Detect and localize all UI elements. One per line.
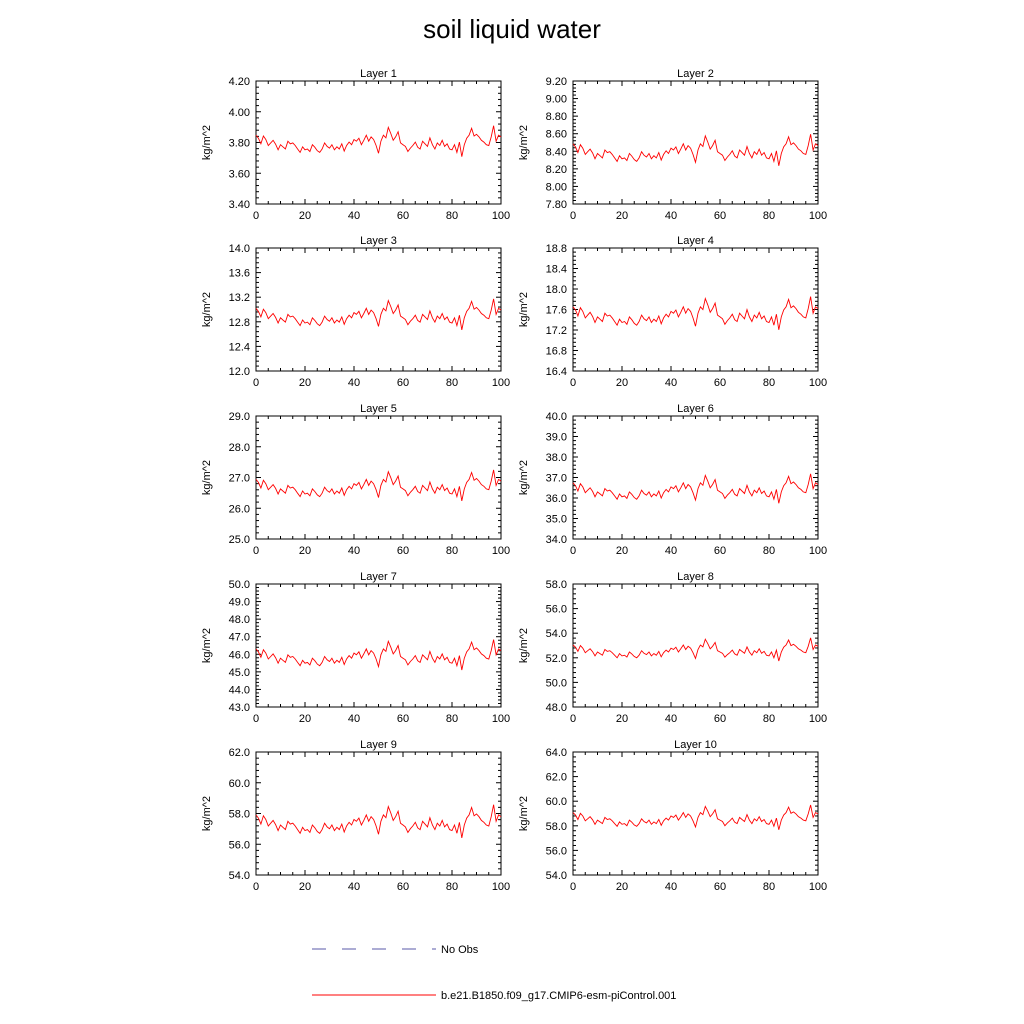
series-line — [573, 134, 818, 166]
x-tick-label: 100 — [808, 881, 828, 893]
x-tick-label: 0 — [569, 210, 577, 222]
x-tick-label: 60 — [396, 545, 410, 557]
plot-frame — [573, 248, 818, 371]
x-tick-label: 0 — [252, 545, 260, 557]
panel-layer-2 — [518, 68, 827, 222]
x-tick-label: 0 — [569, 881, 577, 893]
x-tick-label: 40 — [347, 881, 361, 893]
figure-title: soil liquid water — [423, 14, 601, 44]
y-axis-label: kg/m^2 — [201, 291, 213, 328]
panel-title: Layer 10 — [674, 739, 717, 751]
x-tick-label: 20 — [615, 210, 629, 222]
x-tick-label: 20 — [298, 545, 312, 557]
y-tick-label: 8.00 — [545, 181, 567, 194]
y-tick-label: 56.0 — [545, 603, 567, 616]
y-tick-label: 8.80 — [545, 111, 567, 124]
x-tick-label: 80 — [445, 545, 459, 557]
panel-title: Layer 7 — [360, 571, 397, 583]
y-tick-label: 50.0 — [228, 579, 250, 591]
y-tick-label: 9.00 — [545, 93, 567, 106]
y-tick-label: 13.6 — [228, 267, 250, 280]
y-tick-label: 3.80 — [228, 137, 250, 150]
panel-title: Layer 1 — [360, 68, 397, 80]
series-line — [573, 805, 818, 830]
y-tick-label: 45.0 — [228, 666, 250, 679]
plot-frame — [573, 81, 818, 204]
x-tick-label: 0 — [569, 713, 577, 725]
x-tick-label: 60 — [396, 377, 410, 389]
x-tick-label: 0 — [569, 545, 577, 557]
x-tick-label: 100 — [808, 545, 828, 557]
plot-frame — [573, 584, 818, 707]
x-tick-label: 40 — [347, 377, 361, 389]
x-tick-label: 100 — [491, 881, 511, 893]
y-tick-label: 14.0 — [228, 243, 250, 255]
x-tick-label: 100 — [491, 713, 511, 725]
y-axis-label: kg/m^2 — [518, 627, 530, 664]
y-tick-label: 26.0 — [228, 503, 250, 516]
y-tick-label: 62.0 — [228, 747, 250, 759]
y-tick-label: 17.6 — [545, 304, 567, 317]
y-tick-label: 34.0 — [545, 534, 567, 546]
x-tick-label: 40 — [664, 545, 678, 557]
x-tick-label: 80 — [762, 210, 776, 222]
y-tick-label: 13.2 — [228, 292, 250, 305]
panel-layer-4 — [518, 235, 827, 389]
y-tick-label: 7.80 — [545, 199, 567, 211]
y-tick-label: 18.8 — [545, 243, 567, 255]
x-tick-label: 60 — [713, 210, 727, 222]
x-tick-label: 20 — [615, 545, 629, 557]
y-tick-label: 54.0 — [545, 870, 567, 882]
y-tick-label: 50.0 — [545, 677, 567, 690]
panel-title: Layer 5 — [360, 403, 397, 415]
y-tick-label: 8.20 — [545, 163, 567, 176]
y-tick-label: 28.0 — [228, 441, 250, 454]
x-tick-label: 100 — [491, 210, 511, 222]
x-tick-label: 60 — [396, 713, 410, 725]
x-tick-label: 80 — [762, 377, 776, 389]
y-tick-label: 48.0 — [228, 614, 250, 627]
x-tick-label: 60 — [396, 210, 410, 222]
x-tick-label: 80 — [762, 881, 776, 893]
y-tick-label: 3.40 — [228, 199, 250, 211]
x-tick-label: 80 — [445, 881, 459, 893]
y-axis-label: kg/m^2 — [518, 124, 530, 161]
y-tick-label: 16.4 — [545, 366, 567, 378]
x-tick-label: 20 — [298, 210, 312, 222]
y-tick-label: 60.0 — [545, 796, 567, 809]
y-tick-label: 64.0 — [545, 747, 567, 759]
panel-title: Layer 4 — [677, 235, 714, 247]
x-tick-label: 100 — [808, 377, 828, 389]
x-tick-label: 40 — [347, 545, 361, 557]
panel-layer-9 — [201, 739, 510, 893]
plot-frame — [256, 416, 501, 539]
y-axis-label: kg/m^2 — [201, 124, 213, 161]
x-tick-label: 100 — [491, 377, 511, 389]
y-tick-label: 8.40 — [545, 146, 567, 159]
plot-frame — [573, 416, 818, 539]
y-tick-label: 12.8 — [228, 316, 250, 329]
panel-title: Layer 2 — [677, 68, 714, 80]
y-tick-label: 58.0 — [545, 579, 567, 591]
x-tick-label: 60 — [713, 545, 727, 557]
panel-layer-1 — [201, 68, 510, 222]
y-tick-label: 8.60 — [545, 128, 567, 141]
y-tick-label: 18.4 — [545, 263, 567, 276]
panel-layer-10 — [518, 739, 827, 893]
plot-frame — [256, 752, 501, 875]
y-tick-label: 60.0 — [228, 777, 250, 790]
x-tick-label: 60 — [713, 377, 727, 389]
x-tick-label: 80 — [762, 713, 776, 725]
y-tick-label: 4.20 — [228, 76, 250, 88]
y-axis-label: kg/m^2 — [201, 459, 213, 496]
series-line — [573, 638, 818, 661]
y-tick-label: 47.0 — [228, 631, 250, 644]
x-tick-label: 80 — [445, 713, 459, 725]
x-tick-label: 20 — [298, 881, 312, 893]
panel-title: Layer 3 — [360, 235, 397, 247]
y-tick-label: 29.0 — [228, 411, 250, 423]
panel-layer-3 — [201, 235, 510, 389]
x-tick-label: 100 — [491, 545, 511, 557]
x-tick-label: 80 — [762, 545, 776, 557]
y-tick-label: 52.0 — [545, 652, 567, 665]
y-tick-label: 49.0 — [228, 596, 250, 609]
y-tick-label: 56.0 — [228, 839, 250, 852]
series-line — [573, 297, 818, 330]
y-tick-label: 4.00 — [228, 106, 250, 119]
plot-frame — [256, 248, 501, 371]
series-line — [256, 640, 501, 670]
y-tick-label: 37.0 — [545, 472, 567, 485]
panel-layer-6 — [518, 403, 827, 557]
y-tick-label: 46.0 — [228, 649, 250, 662]
y-tick-label: 27.0 — [228, 472, 250, 485]
y-tick-label: 9.20 — [545, 76, 567, 88]
x-tick-label: 0 — [252, 210, 260, 222]
legend-model-label: b.e21.B1850.f09_g17.CMIP6-esm-piControl.001 — [441, 990, 677, 1002]
x-tick-label: 60 — [713, 713, 727, 725]
y-tick-label: 54.0 — [228, 870, 250, 882]
panel-layer-5 — [201, 403, 510, 557]
x-tick-label: 40 — [347, 713, 361, 725]
x-tick-label: 20 — [298, 377, 312, 389]
y-tick-label: 62.0 — [545, 771, 567, 784]
y-tick-label: 36.0 — [545, 493, 567, 505]
x-tick-label: 40 — [664, 377, 678, 389]
y-tick-label: 56.0 — [545, 845, 567, 858]
y-tick-label: 3.60 — [228, 168, 250, 181]
legend-no-obs-label: No Obs — [441, 944, 479, 956]
x-tick-label: 0 — [569, 377, 577, 389]
x-tick-label: 20 — [615, 881, 629, 893]
x-tick-label: 0 — [252, 713, 260, 725]
y-tick-label: 25.0 — [228, 534, 250, 546]
y-tick-label: 54.0 — [545, 628, 567, 641]
y-tick-label: 18.0 — [545, 284, 567, 296]
x-tick-label: 0 — [252, 377, 260, 389]
y-tick-label: 17.2 — [545, 325, 567, 337]
y-tick-label: 38.0 — [545, 452, 567, 464]
y-axis-label: kg/m^2 — [518, 795, 530, 832]
panel-title: Layer 9 — [360, 739, 397, 751]
x-tick-label: 20 — [298, 713, 312, 725]
y-axis-label: kg/m^2 — [518, 459, 530, 496]
series-line — [256, 470, 501, 501]
series-line — [256, 299, 501, 330]
x-tick-label: 60 — [396, 881, 410, 893]
y-tick-label: 12.0 — [228, 366, 250, 378]
panel-layer-7 — [201, 571, 510, 725]
y-tick-label: 39.0 — [545, 431, 567, 444]
y-axis-label: kg/m^2 — [201, 795, 213, 832]
x-tick-label: 40 — [664, 881, 678, 893]
y-axis-label: kg/m^2 — [201, 627, 213, 664]
series-line — [573, 474, 818, 504]
series-line — [256, 805, 501, 838]
x-tick-label: 60 — [713, 881, 727, 893]
y-tick-label: 16.8 — [545, 345, 567, 358]
panel-title: Layer 6 — [677, 403, 714, 415]
plot-frame — [573, 752, 818, 875]
y-tick-label: 48.0 — [545, 702, 567, 714]
x-tick-label: 40 — [347, 210, 361, 222]
panel-layer-8 — [518, 571, 827, 725]
y-tick-label: 58.0 — [228, 808, 250, 821]
x-tick-label: 100 — [808, 713, 828, 725]
x-tick-label: 20 — [615, 377, 629, 389]
y-tick-label: 40.0 — [545, 411, 567, 423]
x-tick-label: 80 — [445, 210, 459, 222]
legend — [312, 944, 676, 1002]
y-axis-label: kg/m^2 — [518, 291, 530, 328]
y-tick-label: 44.0 — [228, 684, 250, 697]
x-tick-label: 0 — [252, 881, 260, 893]
panel-title: Layer 8 — [677, 571, 714, 583]
y-tick-label: 43.0 — [228, 702, 250, 714]
plot-frame — [256, 584, 501, 707]
x-tick-label: 40 — [664, 713, 678, 725]
series-line — [256, 126, 501, 157]
x-tick-label: 80 — [445, 377, 459, 389]
y-tick-label: 35.0 — [545, 513, 567, 526]
x-tick-label: 100 — [808, 210, 828, 222]
x-tick-label: 20 — [615, 713, 629, 725]
x-tick-label: 40 — [664, 210, 678, 222]
y-tick-label: 58.0 — [545, 820, 567, 833]
y-tick-label: 12.4 — [228, 341, 250, 354]
